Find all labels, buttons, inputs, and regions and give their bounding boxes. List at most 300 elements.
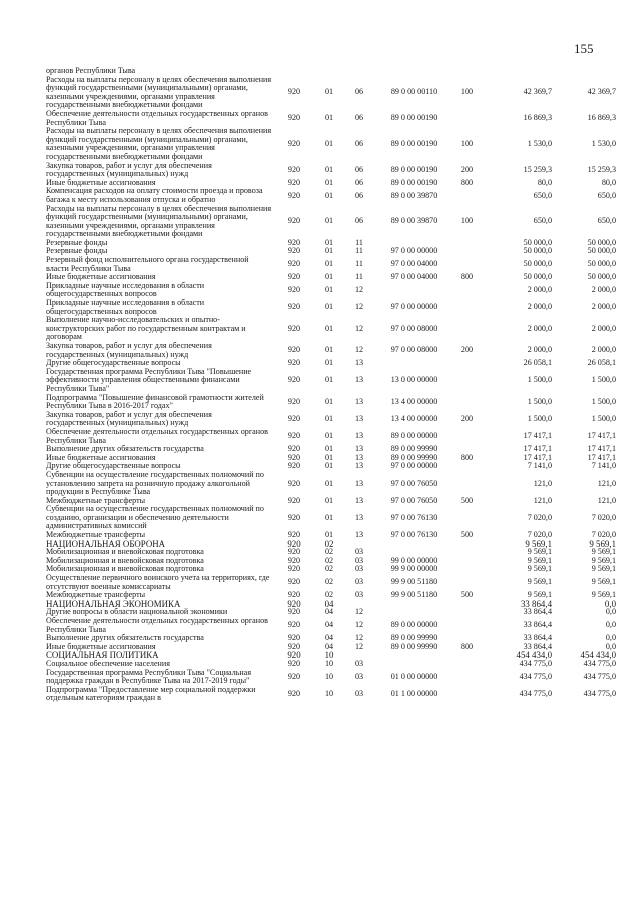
row-amount-2019: 26 058,1 [587,358,616,368]
row-grbs: 920 [287,139,301,149]
row-grbs: 920 [287,658,301,668]
row-subsection: 06 [354,139,364,149]
row-target-article: 01 1 00 00000 [390,689,438,699]
row-grbs: 920 [287,620,301,630]
row-name: Обеспечение деятельности отдельных государственных органов Республики Тыва [46,426,268,445]
row-amount-2018: 26 058,1 [523,358,552,368]
row-grbs: 920 [287,577,301,587]
row-subsection: 12 [354,285,364,295]
row-amount-2018: 42 369,7 [523,87,552,97]
row-amount-2018: 33 864,4 [523,641,552,651]
row-subsection: 13 [354,375,364,385]
row-amount-2019: 2 000,0 [591,285,616,295]
row-section: 02 [324,555,334,565]
row-expense-type [452,617,482,634]
row-section: 01 [324,444,334,454]
row-target-article: 89 0 00 99990 [390,633,438,643]
row-target-article: 01 0 00 00000 [390,671,438,681]
row-expense-type [452,669,482,686]
row-section: 01 [324,323,334,333]
row-amount-2018: 9 569,1 [527,555,552,565]
row-amount-2019: 50 000,0 [587,272,616,282]
budget-table [46,67,616,703]
row-amount-2019: 9 569,1 [591,590,616,600]
row-subsection: 03 [354,689,364,699]
table-row [46,110,616,127]
row-amount-2019 [552,67,616,76]
row-section: 01 [324,461,334,471]
row-amount-2018: 2 000,0 [527,285,552,295]
row-name: Обеспечение деятельности отдельных государственных органов Республики Тыва [46,108,268,127]
row-amount-2019: 1 500,0 [591,414,616,424]
row-amount-2019: 454 434,0 [580,650,616,661]
row-section: 01 [324,164,334,174]
row-grbs: 920 [287,590,301,600]
row-amount-2019: 2 000,0 [591,323,616,333]
row-amount-2019: 650,0 [597,216,616,226]
table-row [46,574,616,591]
row-subsection: 03 [354,564,364,574]
row-amount-2018: 7 020,0 [527,530,552,540]
row-section: 01 [324,431,334,441]
row-grbs: 920 [287,302,301,312]
row-section: 10 [324,658,334,668]
row-amount-2018: 9 569,1 [527,577,552,587]
row-target-article [376,660,452,669]
row-section: 02 [324,564,334,574]
row-amount-2018: 434 775,0 [519,689,552,699]
row-target-article: 97 0 00 76130 [390,530,438,540]
row-subsection: 06 [354,190,364,200]
row-section: 02 [324,577,334,587]
row-section: 01 [324,414,334,424]
row-expense-type: 100 [460,87,474,97]
row-grbs: 920 [287,237,301,247]
row-target-article: 89 0 00 00000 [390,620,438,630]
row-grbs: 920 [287,641,301,651]
row-expense-type [452,574,482,591]
row-target-article [376,67,452,76]
row-subsection: 11 [355,246,363,256]
row-section: 10 [324,671,334,681]
row-expense-type [452,505,482,531]
row-expense-type: 500 [460,530,474,540]
row-grbs: 920 [287,259,301,269]
page-number: 155 [574,41,594,56]
table-row [46,471,616,497]
row-grbs: 920 [287,375,301,385]
row-amount-2019: 1 500,0 [591,396,616,406]
row-name: СОЦИАЛЬНАЯ ПОЛИТИКА [46,650,159,661]
row-expense-type [452,428,482,445]
budget-table-body [46,67,616,703]
row-expense-type: 100 [460,139,474,149]
row-target-article: 99 0 00 00000 [390,555,438,565]
row-amount-2019: 15 259,3 [587,164,616,174]
table-row [46,368,616,394]
row-name: Другие общегосударственные вопросы [46,461,181,471]
table-row [46,282,616,299]
row-grbs: 920 [287,461,301,471]
row-amount-2018: 17 417,1 [523,444,552,454]
table-row [46,316,616,342]
row-grbs: 920 [287,358,301,368]
row-amount-2019: 2 000,0 [591,345,616,355]
row-grbs: 920 [287,478,301,488]
row-target-article: 99 9 00 51180 [390,577,438,587]
row-name: Иные бюджетные ассигнования [46,272,156,282]
row-subsection: 12 [354,641,364,651]
row-grbs: 920 [287,547,301,557]
row-target-article: 89 0 00 00190 [390,164,438,174]
row-name: Осуществление первичного воинского учета на территориях, где отсутствуют военные комиссариаты [46,573,270,591]
row-target-article: 97 0 00 76130 [390,512,438,522]
row-name: Государственная программа Республики Тыва "Социальная поддержка граждан в Республике Тыва на 2017-2019 годы" [46,667,252,686]
row-amount-2019: 0,0 [605,641,616,651]
row-target-article [376,608,452,617]
row-expense-type [452,651,482,660]
row-subsection: 13 [354,452,364,462]
row-subsection [342,67,376,76]
row-name: Подпрограмма "Предоставление мер социальной поддержки отдельным категориям граждан в [46,684,256,703]
row-expense-type [452,256,482,273]
row-grbs: 920 [287,87,301,97]
row-expense-type [452,316,482,342]
row-target-article: 99 9 00 51180 [390,590,438,600]
row-grbs: 920 [287,345,301,355]
row-expense-type [452,608,482,617]
row-grbs: 920 [287,444,301,454]
table-row [46,411,616,428]
row-name: Государственная программа Республики Тыва "Повышение эффективности управления общественными финансами Республики Тыва" [46,366,252,393]
row-subsection: 03 [354,577,364,587]
row-amount-2019: 17 417,1 [587,431,616,441]
row-amount-2019: 9 569,1 [591,555,616,565]
row-expense-type [452,600,482,609]
row-amount-2018: 650,0 [533,216,552,226]
row-subsection: 12 [354,620,364,630]
row-subsection: 12 [354,302,364,312]
row-name: Прикладные научные исследования в области общегосударственных вопросов [46,280,205,299]
row-amount-2019: 7 020,0 [591,512,616,522]
row-section: 01 [324,512,334,522]
row-expense-type: 200 [460,345,474,355]
row-grbs: 920 [287,113,301,123]
row-section: 01 [324,358,334,368]
table-row [46,187,616,204]
table-row [46,394,616,411]
row-amount-2018: 1 530,0 [527,139,552,149]
row-section: 01 [324,216,334,226]
row-amount-2018: 50 000,0 [523,237,552,247]
row-grbs: 920 [287,246,301,256]
row-amount-2018: 121,0 [533,478,552,488]
row-grbs: 920 [287,495,301,505]
row-section: 01 [324,272,334,282]
row-grbs: 920 [287,538,301,549]
table-row [46,669,616,686]
row-target-article: 89 0 00 00110 [390,87,438,97]
row-expense-type [452,359,482,368]
table-row [46,428,616,445]
row-amount-2018: 16 869,3 [523,113,552,123]
row-amount-2019: 17 417,1 [587,444,616,454]
row-target-article: 89 0 00 39870 [390,216,438,226]
row-amount-2019: 7 020,0 [591,530,616,540]
row-name: Закупка товаров, работ и услуг для обеспечения государственных (муниципальных) нужд [46,409,212,428]
row-section: 04 [324,598,334,609]
row-amount-2018: 80,0 [537,177,552,187]
row-amount-2019: 9 569,1 [591,577,616,587]
row-subsection: 12 [354,323,364,333]
row-name: Компенсация расходов на оплату стоимости проезда и провоза багажа к месту использования отпуска и обратно [46,186,263,204]
row-grbs: 920 [287,689,301,699]
row-amount-2019: 434 775,0 [583,689,616,699]
row-subsection: 03 [354,547,364,557]
row-subsection: 03 [354,671,364,681]
row-amount-2019: 50 000,0 [587,237,616,247]
row-target-article [376,651,452,660]
row-subsection: 13 [354,530,364,540]
row-subsection: 13 [354,444,364,454]
row-subsection: 11 [355,259,363,269]
row-section: 01 [324,302,334,312]
row-grbs: 920 [287,671,301,681]
row-subsection: 13 [354,431,364,441]
row-target-article [376,540,452,549]
row-expense-type: 500 [460,590,474,600]
row-name: Социальное обеспечение населения [46,658,170,668]
row-grbs: 920 [287,164,301,174]
row-section: 10 [324,689,334,699]
table-row [46,162,616,179]
row-target-article: 89 0 00 00000 [390,431,438,441]
row-expense-type: 800 [460,272,474,282]
row-amount-2019: 0,0 [605,620,616,630]
row-expense-type: 100 [460,216,474,226]
row-section: 01 [324,113,334,123]
row-name: Иные бюджетные ассигнования [46,641,156,651]
row-expense-type: 800 [460,177,474,187]
row-section: 04 [324,620,334,630]
row-name: Субвенции на осуществление государственных полномочий по созданию, организации и обеспечению деятельности административных комиссий [46,504,264,531]
row-amount-2018: 434 775,0 [519,671,552,681]
row-name: Другие общегосударственные вопросы [46,358,181,368]
row-target-article: 13 4 00 00000 [390,414,438,424]
row-amount-2018: 650,0 [533,190,552,200]
row-section: 01 [324,139,334,149]
row-amount-2019: 50 000,0 [587,246,616,256]
row-target-article: 13 4 00 00000 [390,396,438,406]
table-row [46,299,616,316]
row-target-article: 97 0 00 00000 [390,246,438,256]
row-name: Мобилизационная и вневойсковая подготовка [46,555,204,565]
row-name: Прикладные научные исследования в области общегосударственных вопросов [46,298,205,316]
row-amount-2018: 2 000,0 [527,323,552,333]
table-row [46,686,616,703]
row-name: Субвенции на осуществление государственных полномочий по установлению запрета на розничную продажу алкогольной продукции в Республике Тыва [46,469,264,497]
row-name: Межбюджетные трансферты [46,495,146,505]
row-name: Выполнение других обязательств государства [46,633,204,643]
row-subsection: 13 [354,414,364,424]
row-name: Выполнение научно-исследовательских и опытно-конструкторских работ по государственным контрактам и договорам [46,315,246,342]
row-subsection: 13 [354,495,364,505]
row-amount-2018: 7 141,0 [527,461,552,471]
row-expense-type [452,686,482,703]
row-expense-type [452,282,482,299]
row-section: 02 [324,547,334,557]
row-subsection: 06 [354,113,364,123]
row-target-article: 89 0 00 00190 [390,177,438,187]
row-target-article [376,282,452,299]
row-grbs: 920 [287,285,301,295]
row-subsection: 13 [354,478,364,488]
row-target-article: 97 0 00 76050 [390,495,438,505]
row-amount-2018: 17 417,1 [523,431,552,441]
row-section: 01 [324,530,334,540]
row-amount-2018 [482,67,552,76]
row-target-article: 89 0 00 99990 [390,641,438,651]
row-section: 10 [324,650,334,661]
row-expense-type [452,368,482,394]
row-grbs: 920 [287,530,301,540]
row-expense-type: 800 [460,452,474,462]
row-amount-2019: 0,0 [604,598,616,609]
row-expense-type [452,110,482,127]
row-target-article: 97 0 00 00000 [390,302,438,312]
table-row [46,617,616,634]
row-grbs: 920 [287,431,301,441]
row-name: Расходы на выплаты персоналу в целях обеспечения выполнения функций государственными (муниципальными) органами, казенными учреждениями, органами управления государственными внебюджетными фондами [46,203,272,239]
row-target-article: 97 0 00 08000 [390,323,438,333]
row-target-article [376,359,452,368]
row-name: органов Республики Тыва [46,66,136,75]
row-subsection: 03 [354,555,364,565]
row-target-article: 97 0 00 76050 [390,478,438,488]
row-target-article: 89 0 00 39870 [390,190,438,200]
row-expense-type [452,565,482,574]
row-name: Иные бюджетные ассигнования [46,452,156,462]
row-grbs: 920 [287,272,301,282]
row-section: 01 [324,177,334,187]
row-grbs: 920 [287,555,301,565]
row-amount-2018: 434 775,0 [519,658,552,668]
row-expense-type: 500 [460,495,474,505]
row-target-article [376,600,452,609]
row-name: Другие вопросы в области национальной экономики [46,607,228,617]
row-section: 01 [324,190,334,200]
row-grbs: 920 [287,323,301,333]
row-section: 01 [324,452,334,462]
row-target-article: 97 0 00 04000 [390,272,438,282]
row-name: Мобилизационная и вневойсковая подготовка [46,564,204,574]
row-expense-type [452,67,482,76]
row-name: НАЦИОНАЛЬНАЯ ЭКОНОМИКА [46,598,181,609]
row-grbs [272,67,316,76]
row-amount-2018: 9 569,1 [525,538,552,549]
row-name: Закупка товаров, работ и услуг для обеспечения государственных (муниципальных) нужд [46,341,212,359]
row-grbs: 920 [287,607,301,617]
row-amount-2019: 16 869,3 [587,113,616,123]
row-section: 01 [324,237,334,247]
row-subsection: 11 [355,237,363,247]
row-section: 01 [324,259,334,269]
row-grbs: 920 [287,452,301,462]
row-section: 01 [324,478,334,488]
row-expense-type [452,462,482,471]
row-expense-type [452,471,482,497]
row-name: Межбюджетные трансферты [46,590,146,600]
row-name: Иные бюджетные ассигнования [46,177,156,187]
row-amount-2018: 2 000,0 [527,302,552,312]
row-target-article: 89 0 00 00190 [390,139,438,149]
row-subsection: 12 [354,345,364,355]
row-amount-2019: 1 530,0 [591,139,616,149]
row-expense-type [452,557,482,566]
row-amount-2018: 33 864,4 [523,633,552,643]
row-amount-2018: 50 000,0 [523,246,552,256]
row-grbs: 920 [287,396,301,406]
row-name: Закупка товаров, работ и услуг для обеспечения государственных (муниципальных) нужд [46,160,212,179]
row-subsection: 06 [354,177,364,187]
row-section: 01 [324,246,334,256]
row-amount-2019: 434 775,0 [583,671,616,681]
row-amount-2018: 17 417,1 [523,452,552,462]
row-amount-2019: 121,0 [597,495,616,505]
row-subsection: 03 [354,590,364,600]
row-subsection: 11 [355,272,363,282]
row-section: 01 [324,345,334,355]
row-subsection: 03 [354,658,364,668]
row-grbs: 920 [287,598,301,609]
row-target-article: 97 0 00 00000 [390,461,438,471]
row-section: 01 [324,495,334,505]
row-grbs: 920 [287,633,301,643]
row-grbs: 920 [287,564,301,574]
row-grbs: 920 [287,512,301,522]
row-name: Расходы на выплаты персоналу в целях обеспечения выполнения функций государственными (муниципальными) органами, казенными учреждениями, органами управления государственными внебюджетными фондами [46,74,272,110]
row-amount-2019: 0,0 [605,607,616,617]
row-subsection: 06 [354,216,364,226]
row-amount-2019: 9 569,1 [591,547,616,557]
row-name: Подпрограмма "Повышение финансовой грамотности жителей Республики Тыва в 2016-2017 годах" [46,392,264,411]
row-expense-type [452,548,482,557]
row-amount-2018: 7 020,0 [527,512,552,522]
row-amount-2019: 650,0 [597,190,616,200]
row-amount-2018: 2 000,0 [527,345,552,355]
row-amount-2018: 9 569,1 [527,564,552,574]
row-expense-type [452,239,482,248]
row-name: Расходы на выплаты персоналу в целях обеспечения выполнения функций государственными (муниципальными) органами, казенными учреждениями, органами управления государственными внебюджетными фондами [46,126,272,161]
row-name: Резервный фонд исполнительного органа государственной власти Республики Тыва [46,255,249,273]
row-amount-2018: 1 500,0 [527,375,552,385]
row-amount-2019: 0,0 [605,633,616,643]
row-name: Резервные фонды [46,246,108,256]
row-section: 01 [324,375,334,385]
row-amount-2019: 2 000,0 [591,302,616,312]
row-grbs: 920 [287,216,301,226]
row-section: 04 [324,633,334,643]
row-grbs: 920 [287,414,301,424]
row-amount-2019: 80,0 [601,177,616,187]
row-amount-2019: 50 000,0 [587,259,616,269]
row-expense-type [452,660,482,669]
row-name: Выполнение других обязательств государства [46,444,204,454]
row-amount-2018: 33 864,4 [520,598,552,609]
row-expense-type: 800 [460,641,474,651]
row-amount-2018: 33 864,4 [523,620,552,630]
row-amount-2018: 1 500,0 [527,396,552,406]
